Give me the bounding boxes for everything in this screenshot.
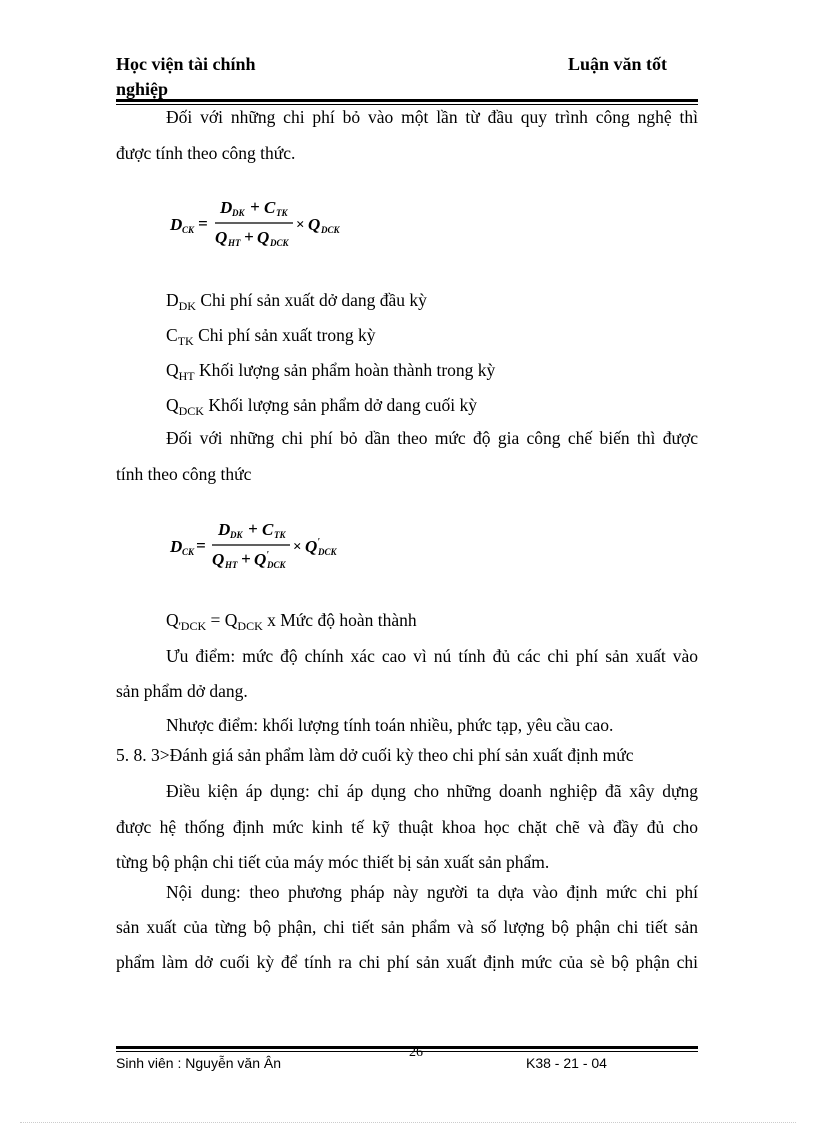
f1-equals: = <box>198 214 208 233</box>
f2-lhs-sub: CK <box>182 547 195 557</box>
paragraph-2-line-2: tính theo công thức <box>116 464 252 484</box>
paragraph-5-line-1: Điều kiện áp dụng: chỉ áp dụng cho những doanh nghiệp đã xây dựng <box>166 781 698 801</box>
definition-dk: $D_{DK}$ Chi phí sản xuất dở dang đầu kỳ <box>166 290 427 313</box>
f2-times: × <box>293 539 302 555</box>
f1-times: × <box>296 217 305 233</box>
f1-num-b: C <box>264 198 276 217</box>
f2-rhs-prime: ' <box>317 537 320 548</box>
f2-num-b: C <box>262 520 274 539</box>
section-heading: 5. 8. 3>Đánh giá sản phẩm làm dở cuối kỳ theo chi phí sản xuất định mức <box>116 745 634 765</box>
formula-2 <box>160 517 360 575</box>
paragraph-3-line-1: Ưu điểm: mức độ chính xác cao vì nú tính đủ các chi phí sản xuất vào <box>166 646 698 666</box>
f2-rhs: Q <box>305 537 318 556</box>
paragraph-1-line-2: được tính theo công thức. <box>116 143 296 163</box>
f1-num-a-sub: DK <box>232 208 245 218</box>
f2-den-a-sub: HT <box>225 560 238 570</box>
formula-1 <box>160 195 360 253</box>
header-institution: Học viện tài chính <box>116 54 256 74</box>
f1-rhs: Q <box>308 215 321 234</box>
f1-num-a: D <box>220 198 233 217</box>
f2-plus-num: + <box>248 519 258 538</box>
f2-den-b-sub: DCK <box>267 560 286 570</box>
paragraph-1-line-1: Đối với những chi phí bỏ vào một lần từ đầu quy trình công nghệ thì <box>166 107 698 127</box>
f2-rhs-sub: DCK <box>318 547 337 557</box>
paragraph-2-line-1: Đối với những chi phí bỏ dần theo mức độ gia công chế biến thì được <box>166 428 698 448</box>
f2-den-b: Q <box>254 550 267 569</box>
page-number: 26 <box>409 1045 423 1060</box>
header-rule-thick <box>116 99 698 102</box>
f1-den-a: Q <box>215 228 228 247</box>
f1-plus-num: + <box>250 197 260 216</box>
paragraph-6-line-3: phẩm làm dở cuối kỳ để tính ra chi phí sản xuất định mức của sè bộ phận chi <box>116 952 698 972</box>
footer-student: Sinh viên : Nguyễn văn Ân <box>116 1055 281 1071</box>
f1-plus-den: + <box>244 227 254 246</box>
f1-den-b-sub: DCK <box>270 238 289 248</box>
paragraph-5-line-3: từng bộ phận chi tiết của máy móc thiết bị sản xuất sản phẩm. <box>116 852 550 872</box>
f2-den-a: Q <box>212 550 225 569</box>
footer-rule-thick <box>116 1046 698 1049</box>
footer-class-code: K38 - 21 - 04 <box>526 1055 607 1071</box>
f1-den-a-sub: HT <box>228 238 241 248</box>
definition-tk: $C_{TK}$ Chi phí sản xuất trong kỳ <box>166 325 376 348</box>
f2-den-b-prime: ' <box>266 550 269 561</box>
paragraph-5-line-2: được hệ thống định mức kinh tế kỹ thuật khoa học chặt chẽ và đầy đủ cho <box>116 817 698 837</box>
paragraph-6-line-2: sản xuất của từng bộ phận, chi tiết sản phẩm và số lượng bộ phận chi tiết sản <box>116 917 698 937</box>
f2-num-a-sub: DK <box>230 530 243 540</box>
f2-equals: = <box>196 536 206 555</box>
f1-lhs-sub: CK <box>182 225 195 235</box>
qdck-definition: $Q_{'DCK} = Q_{DCK}$ x Mức độ hoàn thành <box>166 610 417 633</box>
f1-den-b: Q <box>257 228 270 247</box>
f1-lhs: D <box>170 215 183 234</box>
paragraph-6-line-1: Nội dung: theo phương pháp này người ta dựa vào định mức chi phí <box>166 882 698 902</box>
header-rule-thin <box>116 104 698 105</box>
f2-num-a: D <box>218 520 231 539</box>
paragraph-4: Nhược điểm: khối lượng tính toán nhiều, phức tạp, yêu cầu cao. <box>166 715 614 735</box>
footer-rule-thin <box>116 1051 698 1052</box>
definition-dck: $Q_{DCK}$ Khối lượng sản phẩm dở dang cuối kỳ <box>166 395 477 418</box>
header-thesis-title: Luận văn tốt <box>568 54 668 74</box>
f2-num-b-sub: TK <box>274 530 286 540</box>
paragraph-3-line-2: sản phẩm dở dang. <box>116 681 248 701</box>
header-institution-cont: nghiệp <box>116 79 169 99</box>
f1-rhs-sub: DCK <box>321 225 340 235</box>
f2-lhs: D <box>170 537 183 556</box>
f1-num-b-sub: TK <box>276 208 288 218</box>
definition-ht: $Q_{HT}$ Khối lượng sản phẩm hoàn thành trong kỳ <box>166 360 496 383</box>
f2-plus-den: + <box>241 549 251 568</box>
